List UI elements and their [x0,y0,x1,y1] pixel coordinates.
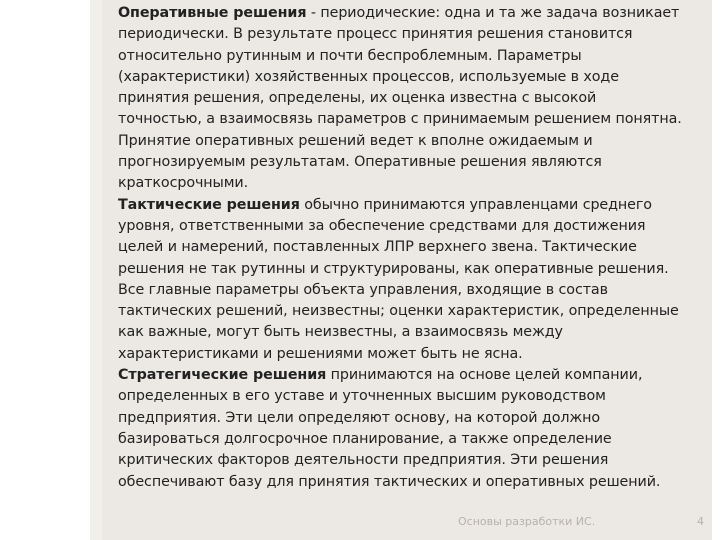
text-line [118,152,708,173]
term-heading: Тактические решения [118,196,300,213]
text-line [118,67,708,88]
slide-footer: Основы разработки ИС. [458,515,596,528]
body-text [118,3,708,493]
line-text: определенных в его уставе и уточненных высшим руководством [118,388,606,405]
line-text: базироваться долгосрочное планирование, а также определение [118,430,612,447]
text-line [118,131,708,152]
line-text: (характеристики) хозяйственных процессов, используемые в ходе [118,68,619,85]
line-text: обеспечивают базу для принятия тактических и оперативных решений. [118,473,661,490]
text-line [118,88,708,109]
line-text: обычно принимаются управленцами среднего [299,196,652,213]
line-text: точностью, а взаимосвязь параметров с принимаемым решением понятна. [118,111,682,128]
text-line [118,24,708,45]
line-text: критических факторов деятельности предприятия. Эти решения [118,452,609,469]
line-text: - периодические: одна и та же задача возникает [306,5,680,21]
text-line [118,3,708,24]
left-margin-band [0,0,90,540]
text-line [118,472,708,493]
line-text: уровня, ответственными за обеспечение средствами для достижения [118,217,646,234]
line-text: относительно рутинным и почти беспроблемным. Параметры [118,47,582,64]
line-text: как важные, могут быть неизвестны, а взаимосвязь между [118,324,563,341]
page-number: 4 [697,515,704,528]
content-panel [102,0,712,540]
text-line [118,259,708,280]
term-heading: Стратегические решения [118,367,327,384]
text-line [118,429,708,450]
text-line [118,46,708,67]
line-text: принимаются на основе целей компании, [326,367,643,384]
text-line [118,109,708,130]
text-line [118,173,708,194]
text-line [118,450,708,471]
line-text: тактических решений, неизвестны; оценки характеристик, определенные [118,303,679,320]
text-line [118,195,708,216]
text-line [118,301,708,322]
text-line [118,386,708,407]
text-line [118,344,708,365]
line-text: краткосрочными. [118,175,249,192]
line-text: целей и намерений, поставленных ЛПР верхнего звена. Тактические [118,239,637,256]
text-line [118,408,708,429]
text-line [118,365,708,386]
line-text: прогнозируемым результатам. Оперативные решения являются [118,154,602,171]
line-text: характеристиками и решениями может быть не ясна. [118,345,523,362]
text-line [118,280,708,301]
line-text: Все главные параметры объекта управления, входящие в состав [118,281,608,298]
text-line [118,322,708,343]
text-line [118,237,708,258]
line-text: решения не так рутинны и структурированы, как оперативные решения. [118,260,669,277]
line-text: принятия решения, определены, их оценка известна с высокой [118,90,597,107]
text-line [118,216,708,237]
line-text: периодически. В результате процесс принятия решения становится [118,26,633,43]
line-text: Принятие оперативных решений ведет к вполне ожидаемым и [118,132,593,149]
term-heading: Оперативные решения [118,5,307,21]
line-text: предприятия. Эти цели определяют основу, на которой должно [118,409,601,426]
